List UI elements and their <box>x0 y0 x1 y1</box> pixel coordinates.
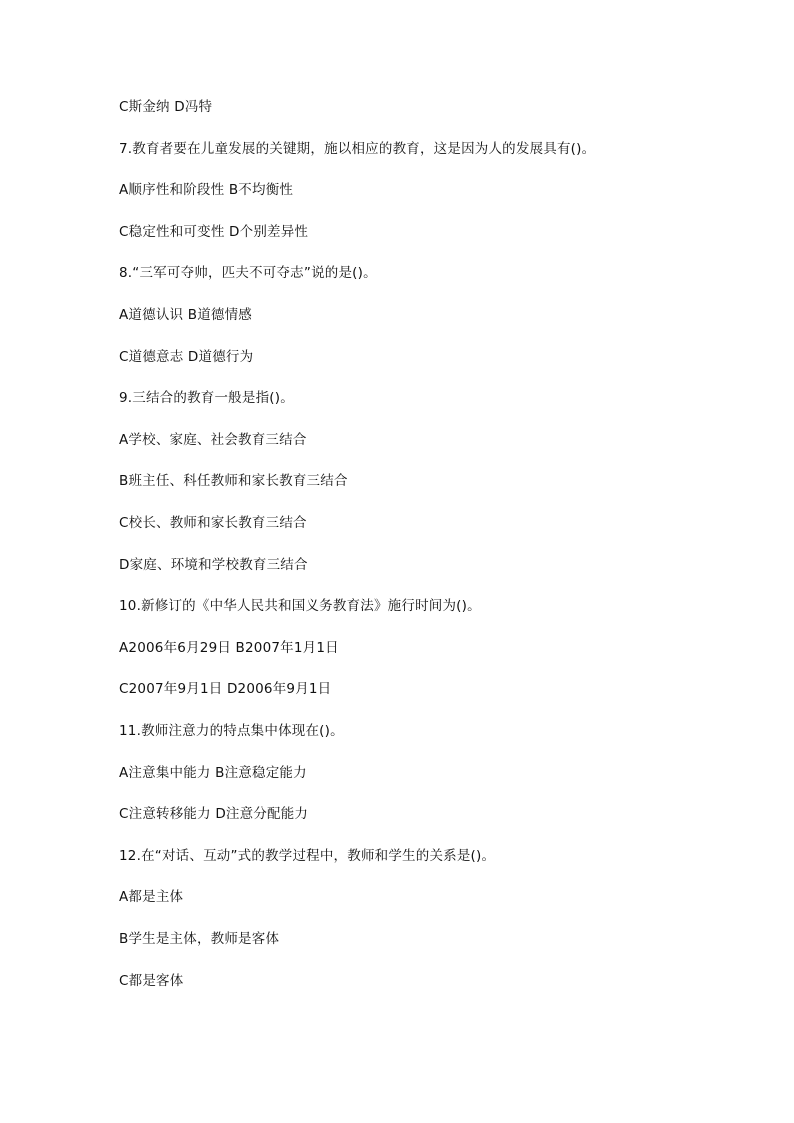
answer-option-b: B学生是主体，教师是客体 <box>119 931 280 947</box>
answer-options-line: A2006年6月29日 B2007年1月1日 <box>119 640 339 656</box>
answer-option-a: A都是主体 <box>119 889 184 905</box>
answer-option-d: D家庭、环境和学校教育三结合 <box>119 557 308 573</box>
question-7: 7.教育者要在儿童发展的关键期，施以相应的教育，这是因为人的发展具有()。 <box>119 141 596 157</box>
answer-option-b: B班主任、科任教师和家长教育三结合 <box>119 473 348 489</box>
answer-options-line: C2007年9月1日 D2006年9月1日 <box>119 681 332 697</box>
answer-options-line: C稳定性和可变性 D个别差异性 <box>119 224 309 240</box>
question-10: 10.新修订的《中华人民共和国义务教育法》施行时间为()。 <box>119 598 481 614</box>
answer-options-line: A道德认识 B道德情感 <box>119 307 252 323</box>
answer-options-line: C注意转移能力 D注意分配能力 <box>119 806 309 822</box>
question-11: 11.教师注意力的特点集中体现在()。 <box>119 723 344 739</box>
question-9: 9.三结合的教育一般是指()。 <box>119 390 294 406</box>
answer-option-c: C校长、教师和家长教育三结合 <box>119 515 307 531</box>
answer-option-a: A学校、家庭、社会教育三结合 <box>119 432 307 448</box>
question-8: 8.“三军可夺帅，匹夫不可夺志”说的是()。 <box>119 265 377 281</box>
answer-options-line: C道德意志 D道德行为 <box>119 349 254 365</box>
answer-options-line: A注意集中能力 B注意稳定能力 <box>119 765 307 781</box>
answer-options-line: A顺序性和阶段性 B不均衡性 <box>119 182 294 198</box>
answer-options-line: C斯金纳 D冯特 <box>119 99 213 115</box>
question-12: 12.在“对话、互动”式的教学过程中，教师和学生的关系是()。 <box>119 848 496 864</box>
answer-option-c: C都是客体 <box>119 973 184 989</box>
